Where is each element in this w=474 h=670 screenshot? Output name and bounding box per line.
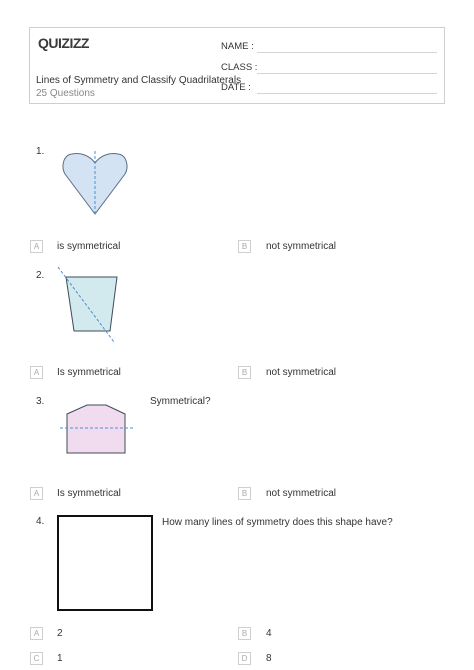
class-label: CLASS : <box>221 62 258 73</box>
question-4-number: 4. <box>36 516 45 527</box>
question-3-option-b-letter[interactable]: B <box>238 487 251 500</box>
quizizz-logo: QUIZIZZ <box>38 35 89 51</box>
name-field[interactable] <box>257 52 437 53</box>
question-1-option-b-text[interactable]: not symmetrical <box>266 241 337 252</box>
question-2-number: 2. <box>36 270 45 281</box>
question-3-text: Symmetrical? <box>150 396 211 407</box>
question-4-option-d-letter[interactable]: D <box>238 652 251 665</box>
question-1-option-b-letter[interactable]: B <box>238 240 251 253</box>
question-2-option-a-text[interactable]: Is symmetrical <box>57 367 121 378</box>
question-4-option-c-letter[interactable]: C <box>30 652 43 665</box>
worksheet-title: Lines of Symmetry and Classify Quadrilaterals <box>36 75 242 86</box>
trapezoid-shape <box>56 266 118 344</box>
question-count: 25 Questions <box>36 88 95 99</box>
question-4-option-c-text[interactable]: 1 <box>57 653 63 664</box>
class-field[interactable] <box>257 73 437 74</box>
question-4-option-b-text[interactable]: 4 <box>266 628 272 639</box>
question-1-number: 1. <box>36 146 45 157</box>
question-3-number: 3. <box>36 396 45 407</box>
date-label: DATE : <box>221 82 251 93</box>
question-1-option-a-text[interactable]: is symmetrical <box>57 241 121 252</box>
question-2-option-b-text[interactable]: not symmetrical <box>266 367 337 378</box>
question-3-option-a-letter[interactable]: A <box>30 487 43 500</box>
date-field[interactable] <box>257 93 437 94</box>
question-4-option-a-text[interactable]: 2 <box>57 628 63 639</box>
name-label: NAME : <box>221 41 254 52</box>
question-2-option-b-letter[interactable]: B <box>238 366 251 379</box>
question-4-option-a-letter[interactable]: A <box>30 627 43 640</box>
question-3-option-a-text[interactable]: Is symmetrical <box>57 488 121 499</box>
question-1-option-a-letter[interactable]: A <box>30 240 43 253</box>
question-4-option-d-text[interactable]: 8 <box>266 653 272 664</box>
heart-shape <box>60 150 132 220</box>
question-4-text: How many lines of symmetry does this shape have? <box>162 517 393 528</box>
question-3-option-b-text[interactable]: not symmetrical <box>266 488 337 499</box>
question-4-option-b-letter[interactable]: B <box>238 627 251 640</box>
square-shape <box>56 514 154 612</box>
pentagon-shape <box>60 402 136 456</box>
question-2-option-a-letter[interactable]: A <box>30 366 43 379</box>
